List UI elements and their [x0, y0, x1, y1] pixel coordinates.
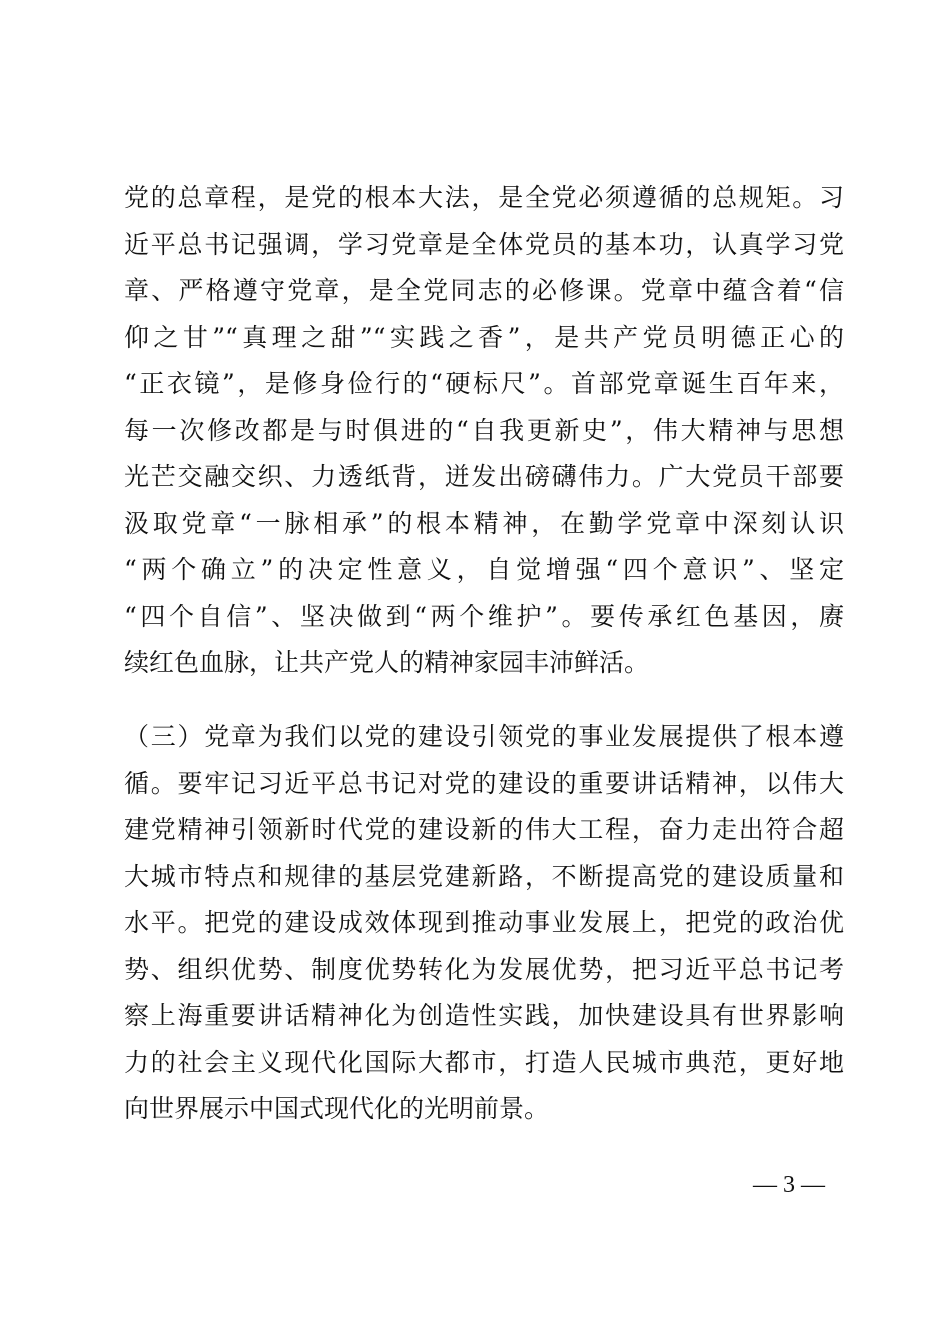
paragraph-line: “四个自信”、坚决做到“两个维护”。要传承红色基因，赓: [124, 601, 844, 631]
paragraph-2: [124, 714, 844, 1133]
paragraph-line: 大城市特点和规律的基层党建新路，不断提高党的建设质量和: [124, 861, 844, 891]
paragraph-1: [124, 175, 844, 687]
paragraph-line: 势、组织优势、制度优势转化为发展优势，把习近平总书记考: [124, 954, 844, 984]
paragraph-line: “正衣镜”，是修身俭行的“硬标尺”。首部党章诞生百年来，: [124, 369, 844, 398]
paragraph-line: 水平。把党的建设成效体现到推动事业发展上，把党的政治优: [124, 908, 844, 937]
paragraph-line: “两个确立”的决定性意义，自觉增强“四个意识”、坚定: [124, 555, 844, 584]
paragraph-line: 每一次修改都是与时俱进的“自我更新史”，伟大精神与思想: [124, 415, 844, 445]
page-number: — 3 —: [753, 1172, 825, 1198]
paragraph-line: 循。要牢记习近平总书记对党的建设的重要讲话精神，以伟大: [124, 768, 844, 798]
paragraph-line: 察上海重要讲话精神化为创造性实践，加快建设具有世界影响: [124, 1001, 844, 1030]
paragraph-line: 建党精神引领新时代党的建设新的伟大工程，奋力走出符合超: [124, 815, 844, 844]
paragraph-line: 光芒交融交织、力透纸背，迸发出磅礴伟力。广大党员干部要: [124, 462, 844, 491]
paragraph-line: 近平总书记强调，学习党章是全体党员的基本功，认真学习党: [124, 229, 844, 259]
paragraph-line: 汲取党章“一脉相承”的根本精神，在勤学党章中深刻认识: [124, 508, 844, 538]
paragraph-line: 向世界展示中国式现代化的光明前景。: [124, 1094, 550, 1123]
paragraph-line: 党的总章程，是党的根本大法，是全党必须遵循的总规矩。习: [124, 183, 844, 212]
paragraph-line: 章、严格遵守党章，是全党同志的必修课。党章中蕴含着“信: [124, 276, 844, 305]
paragraph-line: 力的社会主义现代化国际大都市，打造人民城市典范，更好地: [124, 1047, 844, 1077]
paragraph-line: （三）党章为我们以党的建设引领党的事业发展提供了根本遵: [124, 722, 844, 751]
paragraph-line: 续红色血脉，让共产党人的精神家园丰沛鲜活。: [124, 648, 650, 677]
paragraph-line: 仰之甘”“真理之甜”“实践之香”，是共产党员明德正心的: [124, 322, 844, 352]
